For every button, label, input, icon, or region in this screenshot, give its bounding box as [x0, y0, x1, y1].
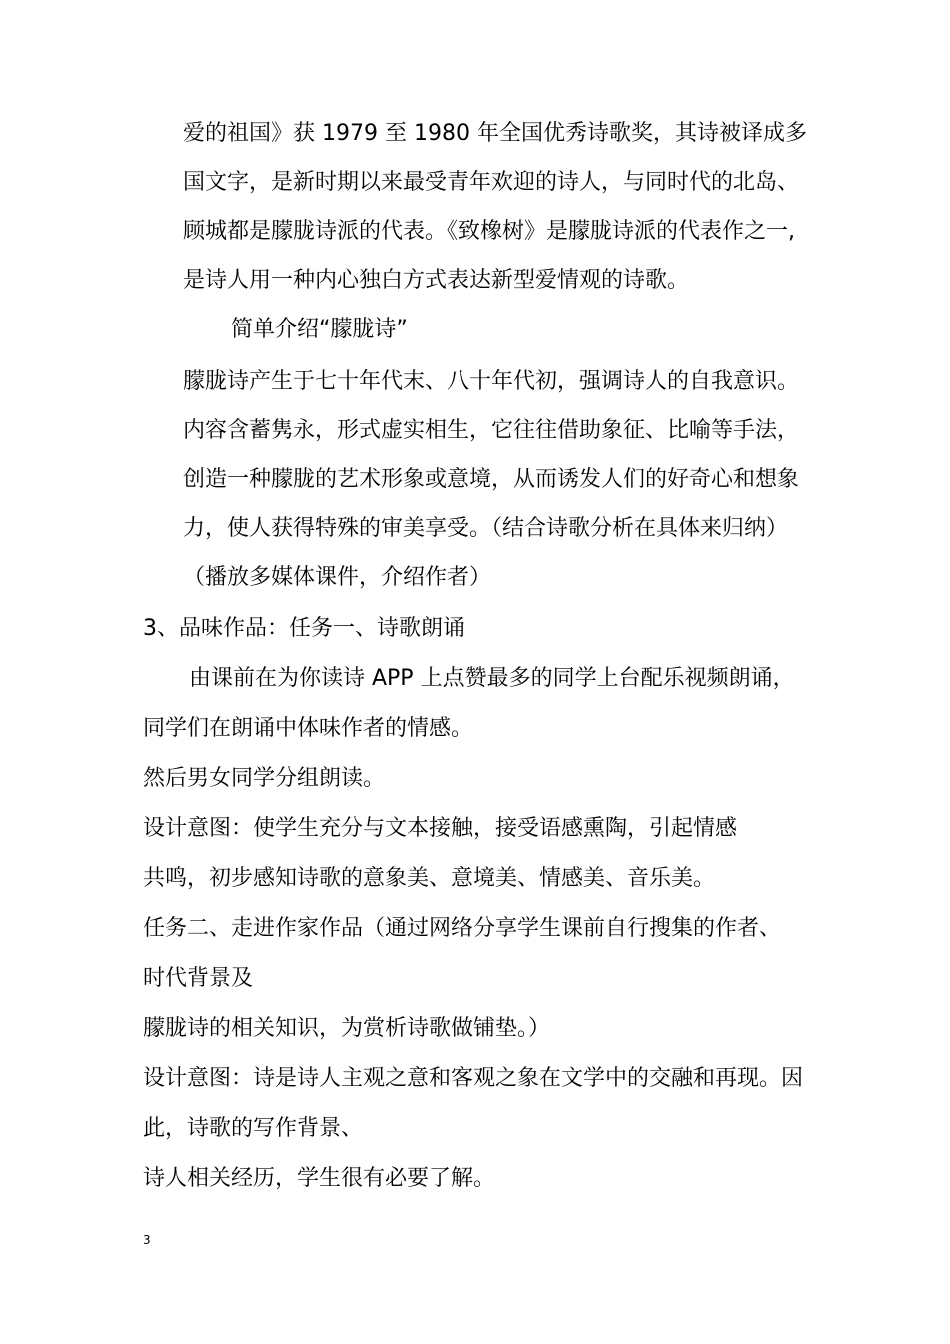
paragraph-line: 此，诗歌的写作背景、: [143, 1116, 364, 1141]
paragraph-line: 同学们在朗诵中体味作者的情感。: [143, 716, 474, 741]
paragraph-line: 共鸣，初步感知诗歌的意象美、意境美、情感美、音乐美。: [143, 866, 716, 891]
paragraph-line: 顾城都是朦胧诗派的代表。《致橡树》是朦胧诗派的代表作之一,: [183, 219, 795, 244]
paragraph-line: 创造一种朦胧的艺术形象或意境，从而诱发人们的好奇心和想象: [183, 467, 800, 492]
paragraph-line: 国文字，是新时期以来最受青年欢迎的诗人，与同时代的北岛、: [183, 170, 800, 195]
paragraph-line: 是诗人用一种内心独白方式表达新型爱情观的诗歌。: [183, 268, 690, 293]
paragraph-line: 由课前在为你读诗 APP 上点赞最多的同学上台配乐视频朗诵，: [189, 666, 795, 691]
paragraph-line: 朦胧诗产生于七十年代末、八十年代初，强调诗人的自我意识。: [183, 369, 800, 394]
page-number: 3: [143, 1233, 151, 1247]
section-heading: 任务二、走进作家作品（通过网络分享学生课前自行搜集的作者、: [143, 916, 782, 941]
paragraph-line: 时代背景及: [143, 966, 254, 991]
paragraph-line: 然后男女同学分组朗读。: [143, 766, 386, 791]
paragraph-line: 朦胧诗的相关知识，为赏析诗歌做铺垫。）: [143, 1016, 551, 1041]
paragraph-line: 内容含蓄隽永，形式虚实相生，它往往借助象征、比喻等手法，: [183, 418, 800, 443]
paragraph-line: 力，使人获得特殊的审美享受。（结合诗歌分析在具体来归纳）: [183, 516, 789, 541]
paragraph-line: 爱的祖国》获 1979 至 1980 年全国优秀诗歌奖，其诗被译成多: [183, 121, 807, 146]
paragraph-line: 设计意图：诗是诗人主观之意和客观之象在文学中的交融和再现。因: [143, 1066, 804, 1091]
paragraph-line: 诗人相关经历，学生很有必要了解。: [143, 1166, 496, 1191]
section-heading: 3、品味作品：任务一、诗歌朗诵: [143, 616, 465, 641]
paragraph-line: （播放多媒体课件，介绍作者）: [183, 565, 492, 590]
paragraph-line: 设计意图：使学生充分与文本接触，接受语感熏陶，引起情感: [143, 816, 738, 841]
section-heading: 简单介绍“朦胧诗”: [231, 317, 408, 342]
